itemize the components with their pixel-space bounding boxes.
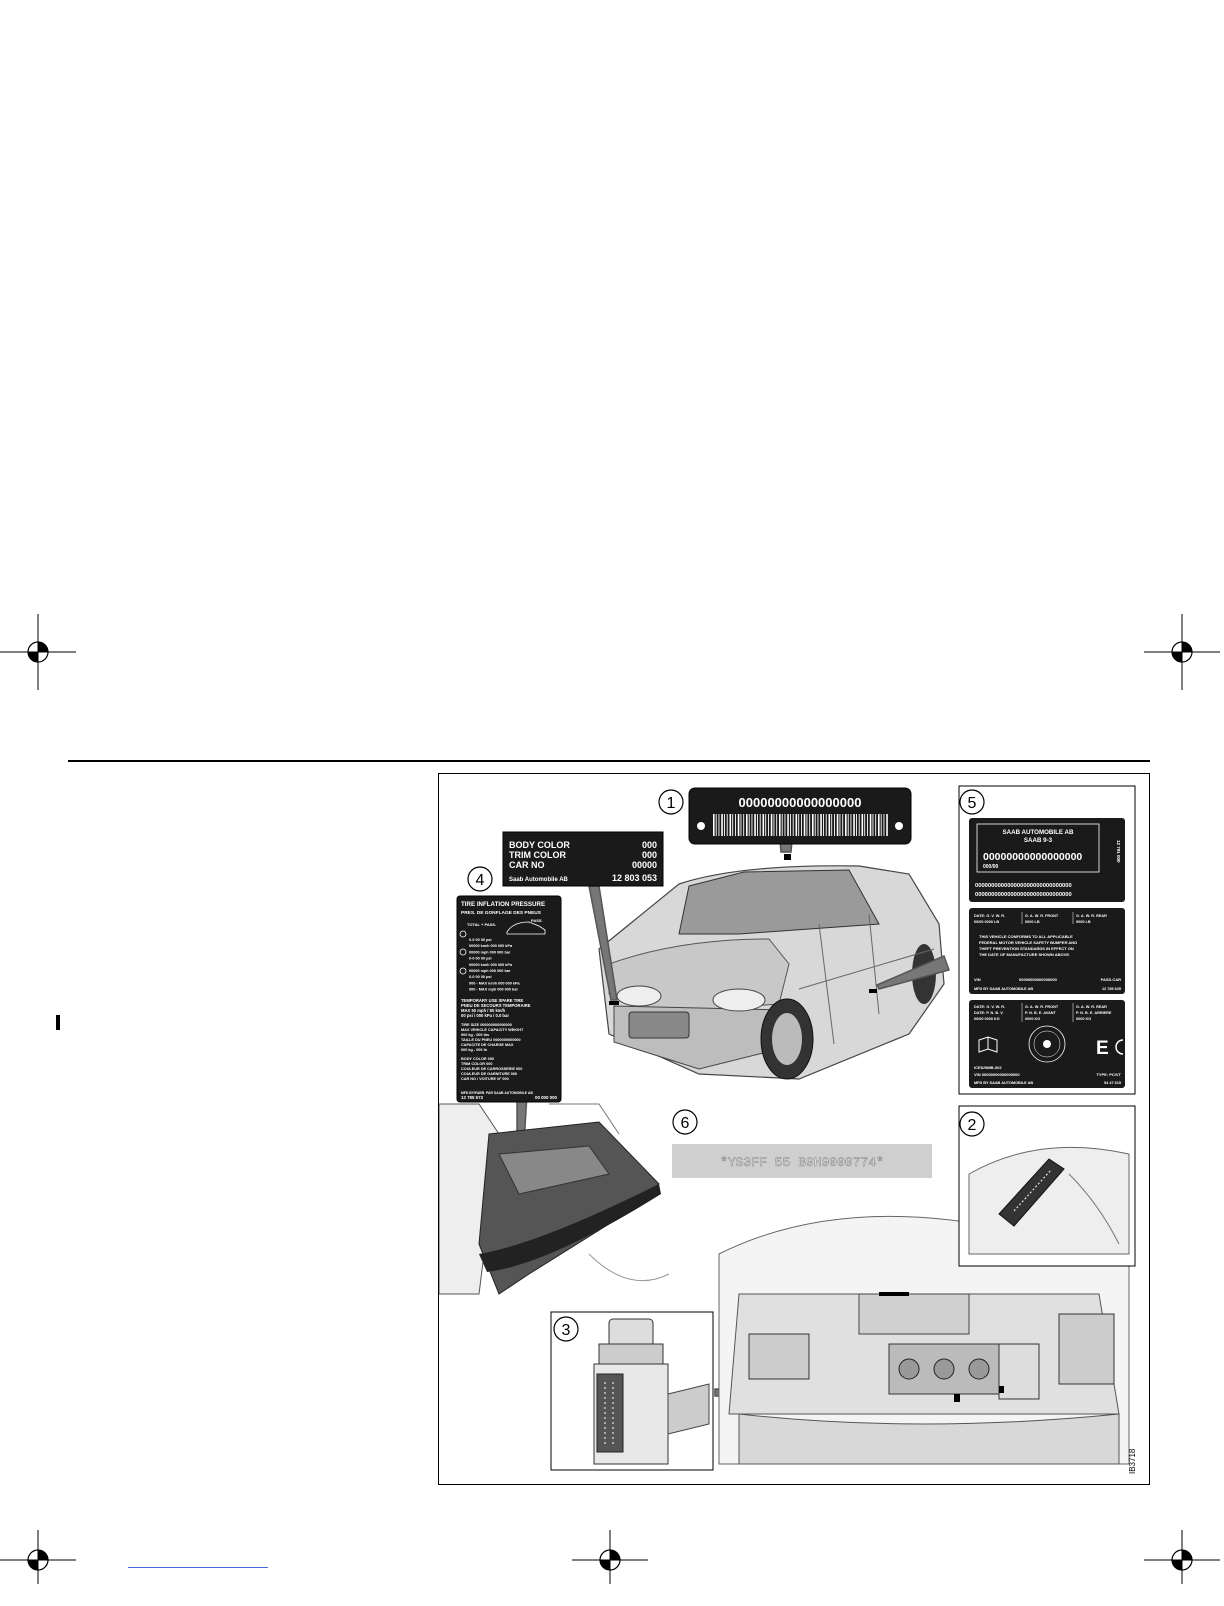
- barcode-bar: [801, 814, 802, 836]
- tire-spare-line-1: 00 psi / 000 kPa / 0.0 bar: [461, 1013, 509, 1018]
- tire-pressure-row-3: 0-0 00 00 psi: [469, 956, 492, 961]
- tire-part-no: 12 785 573: [461, 1095, 483, 1100]
- barcode-bar: [741, 814, 742, 836]
- barcode-bar: [732, 814, 733, 836]
- ca-vin: VIN 00000000000000000: [974, 1072, 1020, 1077]
- registration-mark-bottom-left: [0, 1530, 76, 1606]
- tire-code: 00 000 000: [535, 1095, 557, 1100]
- barcode-bar: [826, 814, 827, 836]
- barcode-bar: [765, 814, 766, 836]
- barcode-bar: [886, 814, 888, 836]
- label-location-figure: [438, 773, 1150, 1485]
- us-mfd: MFD BY SAAB AUTOMOBILE AB: [974, 987, 1034, 991]
- us-vin-label: VIN: [974, 977, 981, 982]
- barcode-bar: [763, 814, 765, 836]
- barcode-bar: [752, 814, 753, 836]
- barcode-bar: [875, 814, 876, 836]
- tire-color-line-1: TRIM COLOR 000: [461, 1062, 493, 1066]
- barcode-bar: [804, 814, 806, 836]
- barcode-bar: [790, 814, 791, 836]
- ca-header-1: G. A. W. R. FRONT: [1025, 1005, 1059, 1009]
- barcode-bar: [873, 814, 874, 836]
- tire-label-pass: PASS.: [531, 918, 543, 923]
- barcode-bar: [757, 814, 758, 836]
- barcode-bar: [851, 814, 852, 836]
- tire-spare-title: TEMPORARY USE SPARE TIRE: [461, 998, 524, 1003]
- color-plate-value-0: 000: [641, 840, 657, 850]
- us-part: 12 785 635: [1101, 987, 1121, 991]
- ca-header-2: G. A. W. R. REAR: [1076, 1005, 1107, 1009]
- cert-model: SAAB 9-3: [1023, 837, 1053, 844]
- barcode-bar: [823, 814, 824, 836]
- us-value-1: 0000 LB: [1025, 920, 1040, 924]
- barcode-bar: [771, 814, 773, 836]
- barcode-bar: [815, 814, 816, 836]
- barcode-bar: [859, 814, 860, 836]
- ec-mark-icon: E: [1096, 1038, 1109, 1059]
- tire-color-line-2: COULEUR DE CARROSSERIE 000: [461, 1067, 523, 1071]
- tire-pressure-row-1: 00000 km/h 000 000 kPa: [469, 944, 513, 949]
- us-value-2: 0000 LB: [1076, 920, 1091, 924]
- us-header-0: DATE: G. V. W. R.: [974, 914, 1006, 918]
- barcode-bar: [837, 814, 839, 836]
- car-illustration: [599, 854, 944, 1079]
- tire-size-line-3: TAILLE DU PNEU 0000000000000: [461, 1038, 521, 1042]
- color-plate-label-0: BODY COLOR: [509, 840, 570, 850]
- barcode-bar: [727, 814, 728, 836]
- barcode-bar: [820, 814, 822, 836]
- ca-header-fr-2: P. N. B. E. ARRIERE: [1076, 1011, 1112, 1015]
- barcode-bar: [829, 814, 831, 836]
- barcode-bar: [878, 814, 880, 836]
- cert-barcode-row-1: 000000000000000000000000000000: [975, 892, 1072, 898]
- callout-2: 2: [967, 1117, 977, 1134]
- tire-color-line-0: BODY COLOR 000: [461, 1057, 495, 1061]
- barcode-bar: [776, 814, 777, 836]
- barcode-bar: [818, 814, 819, 836]
- color-plate-label-2: CAR NO: [509, 860, 545, 870]
- us-type: PASS.CAR: [1100, 977, 1121, 982]
- tire-mfd: MFD BY/FABR. PAR SAAB AUTOMOBILE AB: [461, 1091, 533, 1095]
- registration-mark-right: [1144, 614, 1220, 690]
- barcode-bar: [853, 814, 855, 836]
- stamped-vin: *YS3FF 55 B9H9000774*: [720, 1155, 884, 1170]
- ca-type: TYPE: PC/VT: [1096, 1072, 1121, 1077]
- barcode-bar: [768, 814, 769, 836]
- vin-plate-number: 00000000000000000: [738, 795, 862, 810]
- tire-color-line-4: CAR NO / VOITURE N° 000: [461, 1077, 509, 1081]
- us-value-0: 00/00 0000 LB: [974, 920, 1000, 924]
- barcode-bar: [774, 814, 775, 836]
- ca-part: 54 47 615: [1104, 1081, 1121, 1085]
- barcode-bar: [809, 814, 810, 836]
- inset-2-illustration: [969, 1147, 1129, 1254]
- tire-color-line-3: COULEUR DE GARNITURE 000: [461, 1072, 518, 1076]
- barcode-bar: [738, 814, 740, 836]
- barcode-bar: [785, 814, 786, 836]
- tire-pressure-row-6: 0-0 00 00 psi: [469, 975, 492, 980]
- barcode-bar: [862, 814, 864, 836]
- tire-spare-title-fr: PNEU DE SECOURS TEMPORAIRE: [461, 1003, 531, 1008]
- tire-pressure-row-8: 000 - MAX mph 000 000 bar: [469, 987, 518, 992]
- cert-maker: SAAB AUTOMOBILE AB: [1002, 829, 1074, 836]
- ca-ices: ICES/NMB-002: [974, 1065, 1002, 1070]
- us-vin: 00000000000000000: [1019, 977, 1057, 982]
- figure-code: IB3718: [1128, 1448, 1137, 1474]
- barcode-bar: [787, 814, 789, 836]
- tire-label-title: TIRE INFLATION PRESSURE: [461, 901, 546, 908]
- barcode-bar: [856, 814, 857, 836]
- ca-header-fr-1: P. N. B. E. AVANT: [1025, 1011, 1056, 1015]
- header-rule: [68, 760, 1150, 762]
- ca-value-2: 0000 KG: [1076, 1017, 1092, 1021]
- cert-label-top: [969, 818, 1125, 902]
- callout-1: 1: [666, 795, 676, 812]
- us-text-2: THEFT PREVENTION STANDARDS IN EFFECT ON: [979, 946, 1074, 951]
- color-plate-value-1: 000: [641, 850, 657, 860]
- color-plate: [503, 832, 663, 886]
- callout-5: 5: [967, 795, 977, 812]
- barcode-bar: [743, 814, 744, 836]
- tire-label-total: TOTAL + PASS.: [467, 922, 497, 927]
- registration-mark-left: [0, 614, 76, 690]
- tire-size-line-1: MAX VEHICLE CAPACITY WEIGHT: [461, 1028, 524, 1032]
- barcode-bar: [735, 814, 736, 836]
- barcode-bar: [746, 814, 748, 836]
- ca-mfd: MFD BY SAAB AUTOMOBILE AB: [974, 1081, 1034, 1085]
- registration-mark-bottom-right: [1144, 1530, 1220, 1606]
- barcode-bar: [782, 814, 783, 836]
- cert-label-ca: [969, 1000, 1125, 1088]
- ca-value-0: 00/00 0000 KG: [974, 1017, 1000, 1021]
- barcode-bar: [848, 814, 849, 836]
- barcode-bar: [884, 814, 885, 836]
- tire-pressure-row-2: 00000 mph 000 000 bar: [469, 950, 511, 955]
- barcode-bar: [842, 814, 843, 836]
- barcode-bar: [713, 814, 715, 836]
- cert-label-us: [969, 908, 1125, 994]
- ca-header-0: DATE: G. V. W. R.: [974, 1005, 1006, 1009]
- barcode-bar: [798, 814, 799, 836]
- footer-link-line: [128, 1567, 268, 1568]
- cert-side-no: 12 791 000: [1116, 840, 1121, 863]
- barcode-bar: [834, 814, 835, 836]
- us-header-1: G. A. W. R. FRONT: [1025, 914, 1059, 918]
- barcode-bar: [870, 814, 872, 836]
- ca-header-fr-0: DATE: P. N. B. V.: [974, 1011, 1004, 1015]
- barcode-bar: [754, 814, 756, 836]
- vin-plate: [689, 788, 911, 844]
- cert-barcode-row-0: 000000000000000000000000000000: [975, 883, 1072, 889]
- color-plate-value-2: 00000: [631, 860, 657, 870]
- callout-3: 3: [561, 1322, 571, 1339]
- barcode-bar: [749, 814, 750, 836]
- ca-value-1: 0000 KG: [1025, 1017, 1041, 1021]
- change-bar: [56, 1015, 60, 1030]
- barcode-bar: [721, 814, 723, 836]
- us-text-0: THIS VEHICLE CONFORMS TO ALL APPLICABLE: [979, 934, 1073, 939]
- tire-pressure-row-4: 00000 km/h 000 000 kPa: [469, 962, 513, 967]
- callout-6: 6: [680, 1115, 690, 1132]
- registration-mark-bottom-center: [572, 1530, 648, 1606]
- barcode-bar: [716, 814, 717, 836]
- barcode-bar: [831, 814, 832, 836]
- color-plate-label-1: TRIM COLOR: [509, 850, 566, 860]
- us-text-3: THE DATE OF MANUFACTURE SHOWN ABOVE.: [979, 952, 1071, 957]
- tire-size-line-0: TIRE SIZE 000000000000000: [461, 1023, 512, 1027]
- barcode-bar: [779, 814, 781, 836]
- cert-date-code: 000/00: [983, 864, 999, 870]
- us-header-2: G. A. W. R. REAR: [1076, 914, 1107, 918]
- color-plate-part-no: 12 803 053: [611, 873, 657, 883]
- barcode-bar: [719, 814, 720, 836]
- barcode-bar: [864, 814, 865, 836]
- barcode-bar: [840, 814, 841, 836]
- barcode-bar: [881, 814, 882, 836]
- us-text-1: FEDERAL MOTOR VEHICLE SAFETY BUMPER AND: [979, 940, 1078, 945]
- barcode-bar: [812, 814, 814, 836]
- barcode-bar: [793, 814, 794, 836]
- tire-pressure-row-7: 000 - MAX km/h 000 000 kPa: [469, 981, 520, 986]
- cert-vin: 00000000000000000: [983, 851, 1083, 863]
- barcode-bar: [724, 814, 725, 836]
- barcode-bar: [760, 814, 761, 836]
- tire-size-line-4: CAPACITE DE CHARGE MAX: [461, 1043, 514, 1047]
- tire-spare-line-0: MAX 50 mph / 80 km/h: [461, 1008, 506, 1013]
- barcode-bar: [796, 814, 798, 836]
- barcode-bar: [867, 814, 868, 836]
- tire-size-line-5: 000 kg - 000 lb: [461, 1048, 487, 1052]
- tire-pressure-row-5: 00000 mph 000 000 bar: [469, 969, 511, 973]
- barcode-bar: [730, 814, 732, 836]
- tire-pressure-row-0: 0-0 00 00 psi: [469, 938, 492, 942]
- color-plate-maker: Saab Automobile AB: [509, 877, 568, 883]
- tire-size-line-2: 000 kg - 000 lbs: [461, 1033, 490, 1037]
- tire-label-subtitle: PRES. DE GONFLAGE DES PNEUS: [461, 911, 541, 916]
- barcode-bar: [807, 814, 808, 836]
- callout-4: 4: [475, 872, 485, 889]
- tire-label: [457, 896, 561, 1102]
- figure-canvas: [439, 774, 1149, 1484]
- barcode-bar: [845, 814, 847, 836]
- glovebox-illustration: [439, 1104, 669, 1294]
